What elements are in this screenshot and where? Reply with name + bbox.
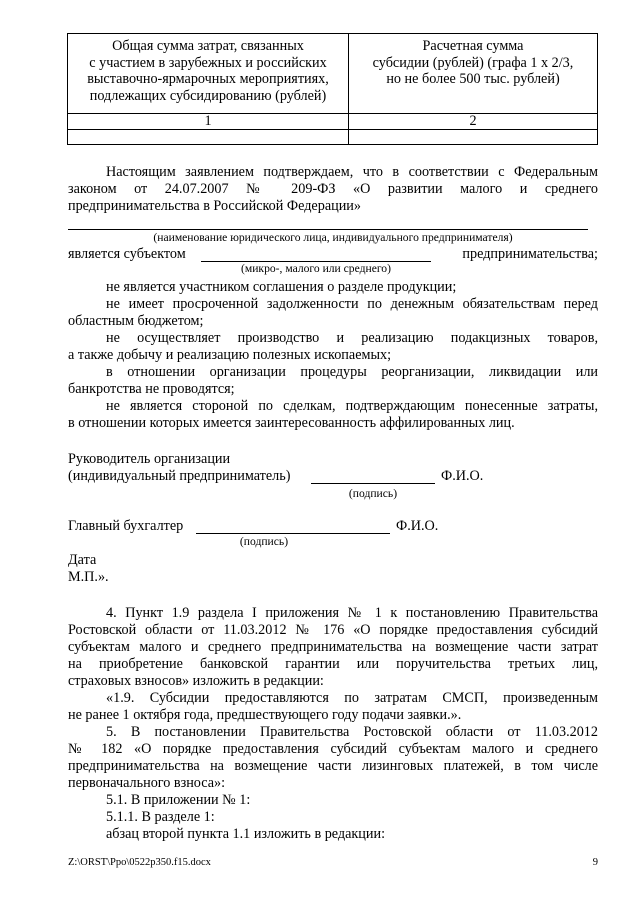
- condition-5-cont: в отношении которых имеется заинтересованность аффилированных лиц.: [68, 415, 515, 431]
- col1-header: Общая сумма затрат, связанных с участием в зарубежных и российских выставочно-ярмарочных мероприятиях, подлежащих субсидированию (рублей): [68, 34, 349, 114]
- condition-4: в отношении организации процедуры реорганизации, ликвидации или: [106, 364, 598, 380]
- amendment-line-5: страховых взносов» изложить в редакции:: [68, 673, 324, 689]
- col2-value-cell: [349, 130, 598, 145]
- name-blank-line: [68, 229, 588, 230]
- head-signature-line: [311, 483, 435, 484]
- head-fio: Ф.И.О.: [441, 468, 484, 484]
- accountant-sign-caption: (подпись): [239, 535, 289, 548]
- condition-4-cont: банкротства не проводятся;: [68, 381, 235, 397]
- caption-name: (наименование юридического лица, индивидуального предпринимателя): [153, 231, 513, 244]
- condition-1: не является участником соглашения о разделе продукции;: [106, 279, 457, 295]
- amendment-line-14: абзац второй пункта 1.1 изложить в редакции:: [106, 826, 386, 842]
- statement-line-2: законом от 24.07.2007 № 209-ФЗ «О развитии малого и среднего: [68, 181, 598, 197]
- amendment-line-10: предпринимательства на возмещение части лизинговых платежей, в том числе: [68, 758, 598, 774]
- amendment-line-7: не ранее 1 октября года, предшествующего году подачи заявки.».: [68, 707, 462, 723]
- amendment-line-3: субъектам малого и среднего предпринимательства на возмещение части затрат: [68, 639, 598, 655]
- head-subtitle: (индивидуальный предприниматель): [68, 468, 291, 484]
- col1-number: 1: [68, 114, 349, 130]
- col2-header: Расчетная сумма субсидии (рублей) (графа 1 х 2/3, но не более 500 тыс. рублей): [349, 34, 598, 114]
- subject-left: является субъектом: [68, 246, 186, 262]
- amendment-line-1: 4. Пункт 1.9 раздела I приложения № 1 к постановлению Правительства: [106, 605, 598, 621]
- amendment-line-6: «1.9. Субсидии предоставляются по затратам СМСП, произведенным: [106, 690, 598, 706]
- amendment-line-4: на приобретение банковской гарантии или поручительства третьих лиц,: [68, 656, 598, 672]
- statement-line-3: предпринимательства в Российской Федерации»: [68, 198, 361, 214]
- head-title: Руководитель организации: [68, 451, 231, 467]
- amendment-line-2: Ростовской области от 11.03.2012 № 176 «О порядке предоставления субсидий: [68, 622, 598, 638]
- amendment-line-13: 5.1.1. В разделе 1:: [106, 809, 215, 825]
- accountant-signature-line: [196, 533, 390, 534]
- col1-value-cell: [68, 130, 349, 145]
- condition-3-cont: а также добычу и реализацию полезных ископаемых;: [68, 347, 392, 363]
- footer-file-path: Z:\ORST\Ppo\0522p350.f15.docx: [68, 857, 211, 868]
- statement-line-1: Настоящим заявлением подтверждаем, что в соответствии с Федеральным: [106, 164, 598, 180]
- amendment-line-9: № 182 «О порядке предоставления субсидий субъектам малого и среднего: [68, 741, 598, 757]
- caption-size: (микро-, малого или среднего): [241, 262, 391, 275]
- condition-2: не имеет просроченной задолженности по денежным обязательствам перед: [106, 296, 598, 312]
- head-sign-caption: (подпись): [348, 487, 398, 500]
- condition-3: не осуществляет производство и реализацию подакцизных товаров,: [106, 330, 598, 346]
- footer-page-number: 9: [592, 857, 598, 868]
- accountant-fio: Ф.И.О.: [396, 518, 439, 534]
- subject-right: предпринимательства;: [462, 246, 598, 262]
- accountant-title: Главный бухгалтер: [68, 518, 184, 534]
- condition-5: не является стороной по сделкам, подтверждающим понесенные затраты,: [106, 398, 598, 414]
- amendment-line-12: 5.1. В приложении № 1:: [106, 792, 251, 808]
- date-label: Дата: [68, 552, 97, 568]
- amendment-line-8: 5. В постановлении Правительства Ростовской области от 11.03.2012: [106, 724, 598, 740]
- condition-2-cont: областным бюджетом;: [68, 313, 204, 329]
- col2-number: 2: [349, 114, 598, 130]
- amendment-line-11: первоначального взноса»:: [68, 775, 226, 791]
- subsidy-table: [67, 33, 598, 145]
- stamp-label: М.П.».: [68, 569, 109, 585]
